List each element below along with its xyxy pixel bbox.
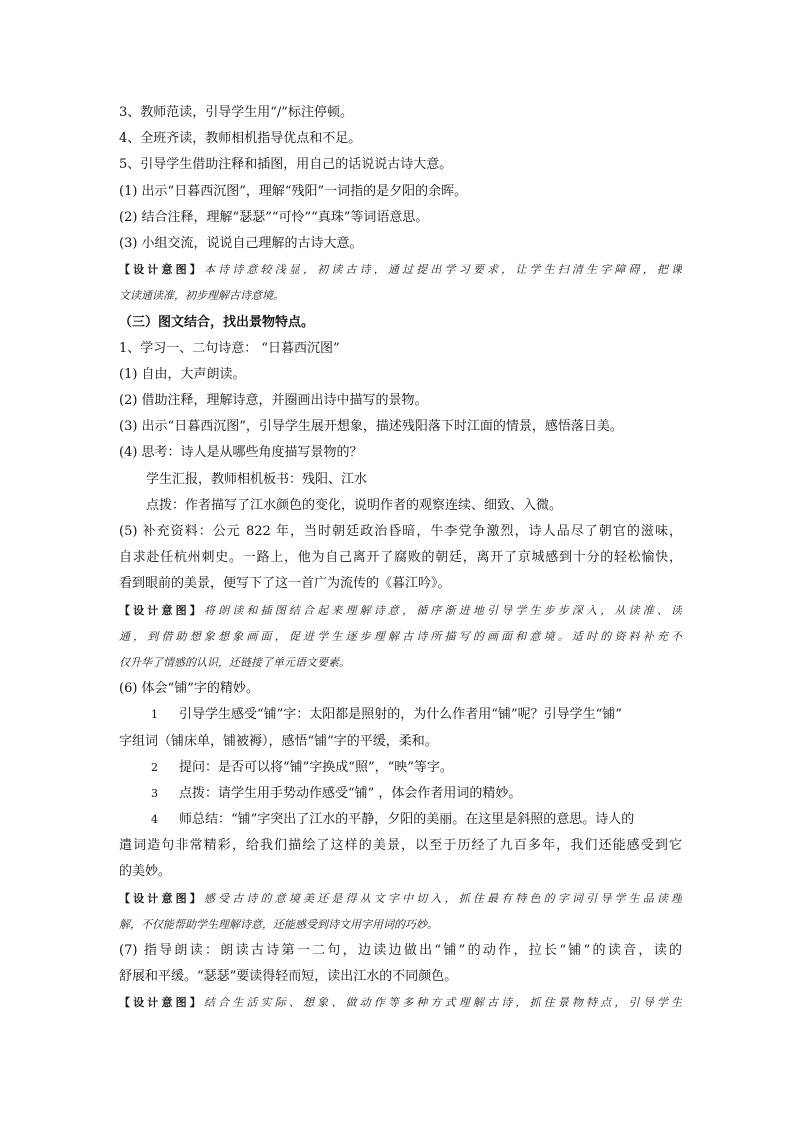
- paragraph-line: [119, 545, 682, 571]
- paragraph-line: [119, 231, 682, 257]
- design-intent-label: 【设计意图】: [119, 891, 204, 905]
- design-intent-line: [119, 990, 682, 1016]
- item-number: 3: [151, 786, 158, 800]
- paragraph-text: 点拨：作者描写了江水颜色的变化，说明作者的观察连续、细致、入微。: [146, 497, 563, 513]
- paragraph-text: 自求赴任杭州刺史。一路上，他为自己离开了腐败的朝廷，离开了京城感到十分的轻松愉快，: [119, 550, 682, 566]
- design-intent-line: [119, 650, 682, 676]
- paragraph-text: 看到眼前的美景，便写下了这一首广为流传的《暮江吟》。: [119, 576, 451, 592]
- paragraph-line: [119, 859, 682, 885]
- paragraph-line: [119, 152, 682, 178]
- design-intent-line: [119, 283, 682, 309]
- paragraph-text: (2) 结合注释，理解“瑟瑟”“可怜”“真珠”等词语意思。: [119, 209, 429, 225]
- item-number: 2: [151, 760, 158, 774]
- design-intent-line: [119, 598, 682, 624]
- design-intent-label: 【设计意图】: [119, 603, 204, 617]
- design-intent-text: 解，不仅能帮助学生理解诗意，还能感受到诗文用字用词的巧妙。: [119, 917, 438, 931]
- paragraph-text: 4、全班齐读，教师相机指导优点和不足。: [119, 131, 362, 147]
- design-intent-text: 结合生活实际、想象、做动作等多种方式理解古诗，抓住景物特点，引导学生: [203, 996, 682, 1010]
- design-intent-text: 通，到借助想象想象画面，促进学生逐步理解古诗所描写的画面和意境。适时的资料补充不: [119, 629, 682, 643]
- paragraph-line: [119, 571, 682, 597]
- paragraph-text: 遣词造句非常精彩，给我们描绘了这样的美景，以至于历经了九百多年，我们还能感受到它: [119, 838, 682, 854]
- indented-paragraph: [119, 493, 682, 519]
- design-intent-text: 将朗读和插图结合起来理解诗意，循序渐进地引导学生步步深入，从读准、读: [203, 603, 682, 617]
- numbered-item: [119, 755, 682, 781]
- item-text: 师总结：“铺”字突出了江水的平静，夕阳的美丽。在这里是斜照的意思。诗人的: [179, 812, 635, 828]
- paragraph-text: (3) 小组交流，说说自己理解的古诗大意。: [119, 235, 363, 251]
- paragraph-line: [119, 440, 682, 466]
- design-intent-line: [119, 886, 682, 912]
- paragraph-line: [119, 179, 682, 205]
- paragraph-text: (5) 补充资料：公元 822 年，当时朝廷政治昏暗，牛李党争激烈，诗人品尽了朝官的滋味，: [119, 524, 682, 539]
- item-number: 4: [151, 813, 158, 827]
- paragraph-line: [119, 414, 682, 440]
- paragraph-text: (6) 体会“铺”字的精妙。: [119, 681, 259, 697]
- paragraph-text: 的美妙。: [119, 864, 172, 880]
- section-heading: [119, 310, 682, 336]
- item-text: 引导学生感受“铺”字：太阳都是照射的，为什么作者用“铺”呢？引导学生“铺”: [179, 707, 622, 723]
- design-intent-line: [119, 624, 682, 650]
- paragraph-line: [119, 676, 682, 702]
- paragraph-text: (1) 自由，大声朗读。: [119, 366, 246, 382]
- item-text: 点拨：请学生用手势动作感受“铺” ，体会作者用词的精妙。: [179, 785, 522, 801]
- design-intent-text: 仅升华了情感的认识，还链接了单元语文要素。: [119, 655, 350, 669]
- paragraph-line: [119, 729, 682, 755]
- paragraph-text: (1) 出示“日暮西沉图”，理解“残阳”一词指的是夕阳的余晖。: [119, 183, 468, 199]
- paragraph-line: [119, 964, 682, 990]
- paragraph-line: [119, 205, 682, 231]
- paragraph-text: 舒展和平缓。“瑟瑟”要读得轻而短，读出江水的不同颜色。: [119, 969, 458, 985]
- paragraph-line: [119, 126, 682, 152]
- item-text: 提问：是否可以将“铺”字换成“照”，“映”等字。: [179, 759, 453, 775]
- paragraph-line: [119, 519, 682, 545]
- numbered-item: [119, 781, 682, 807]
- paragraph-text: (7) 指导朗读：朗读古诗第一二句，边读边做出“铺”的动作，拉长“铺”的读音，读的: [119, 943, 682, 958]
- paragraph-line: [119, 362, 682, 388]
- paragraph-line: [119, 100, 682, 126]
- paragraph-line: [119, 833, 682, 859]
- paragraph-text: (3) 出示“日暮西沉图”，引导学生展开想象，描述残阳落下时江面的情景，感悟落日美。: [119, 419, 623, 435]
- indented-paragraph: [119, 467, 682, 493]
- section-heading-text: （三）图文结合，找出景物特点。: [119, 314, 315, 330]
- item-number: 1: [151, 708, 158, 722]
- design-intent-label: 【设计意图】: [119, 996, 204, 1010]
- lesson-plan-body: [119, 100, 682, 1017]
- paragraph-text: 学生汇报，教师相机板书：残阳、江水: [146, 471, 368, 487]
- paragraph-text: 3、教师范读，引导学生用“/”标注停顿。: [119, 105, 353, 120]
- paragraph-text: 字组词（铺床单，铺被褥），感悟“铺”字的平缓，柔和。: [119, 733, 438, 749]
- numbered-item: [119, 807, 682, 833]
- numbered-item: [119, 702, 682, 728]
- design-intent-text: 文读通读准，初步理解古诗意境。: [119, 289, 284, 303]
- design-intent-line: [119, 912, 682, 938]
- design-intent-line: [119, 257, 682, 283]
- paragraph-line: [119, 336, 682, 362]
- paragraph-text: (4) 思考：诗人是从哪些角度描写景物的？: [119, 445, 363, 461]
- paragraph-line: [119, 388, 682, 414]
- paragraph-text: 1、学习一、二句诗意： “日暮西沉图”: [119, 340, 340, 356]
- design-intent-text: 本诗诗意较浅显，初读古诗，通过提出学习要求，让学生扫清生字障碍，把课: [203, 263, 682, 277]
- design-intent-text: 感受古诗的意境美还是得从文字中切入，抓住最有特色的字词引导学生品读理: [203, 891, 682, 905]
- design-intent-label: 【设计意图】: [119, 263, 204, 277]
- paragraph-text: (2) 借助注释，理解诗意，并圈画出诗中描写的景物。: [119, 393, 428, 409]
- paragraph-text: 5、引导学生借助注释和插图，用自己的话说说古诗大意。: [119, 157, 453, 173]
- paragraph-line: [119, 938, 682, 964]
